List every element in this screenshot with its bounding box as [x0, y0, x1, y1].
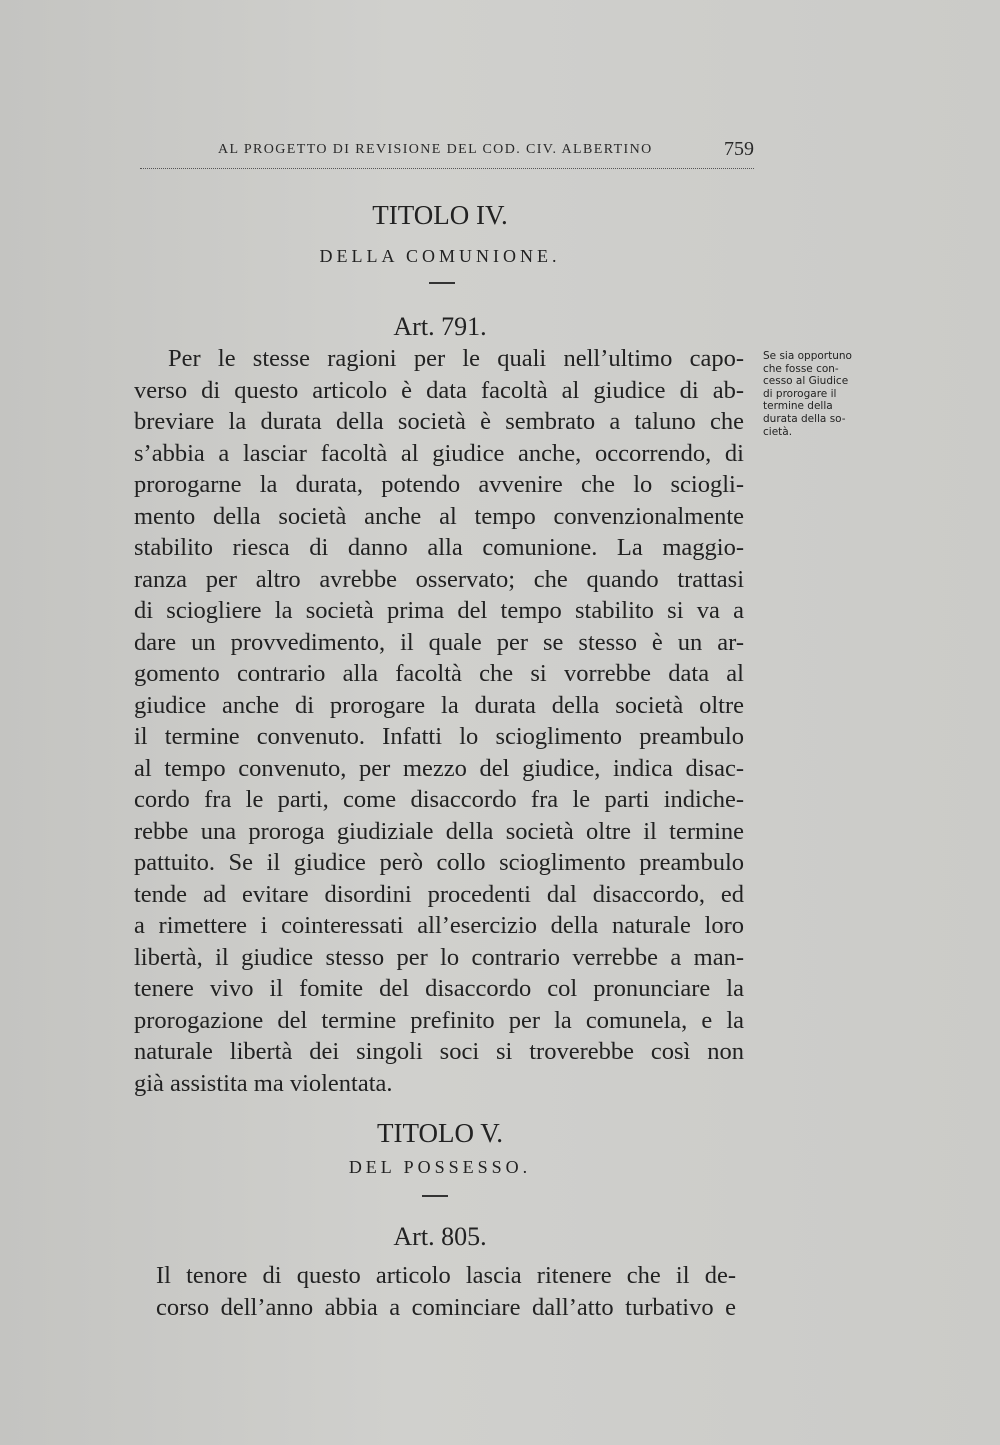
text-line: Per le stesse ragioni per le quali nell’ultimo capo-: [168, 345, 744, 372]
text-line: verso di questo articolo è data facoltà al giudice di ab-: [134, 376, 744, 404]
text-line: ranza per altro avrebbe osservato; che quando trattasi: [134, 565, 744, 593]
text-line: di sciogliere la società prima del tempo stabilito si va a: [134, 597, 744, 624]
section-title-v: TITOLO V.: [376, 1118, 503, 1148]
margin-note-line: durata della so-: [763, 412, 846, 425]
margin-note: [763, 350, 867, 438]
text-line: stabilito riesca di danno alla comunione. La maggio-: [134, 534, 744, 561]
text-line: gomento contrario alla facoltà che si vorrebbe data al: [134, 660, 744, 687]
text-line: naturale libertà dei singoli soci si troverebbe così non: [134, 1038, 744, 1065]
margin-note-line: cietà.: [763, 425, 793, 438]
section-title-iv: TITOLO IV.: [372, 200, 508, 230]
section-subtitle-comunione: DELLA COMUNIONE.: [319, 246, 561, 266]
text-line: dare un provvedimento, il quale per se stesso è un ar-: [134, 628, 744, 656]
article-heading-805: Art. 805.: [393, 1222, 487, 1251]
section-subtitle-possesso: DEL POSSESSO.: [348, 1157, 532, 1177]
margin-note-line: che fosse con-: [763, 362, 839, 375]
text-line: prorogazione del termine prefinito per la comunela, e la: [134, 1006, 744, 1034]
article-791-text: [134, 343, 744, 1099]
text-line: s’abbia a lasciar facoltà al giudice anche, occorrendo, di: [134, 439, 744, 467]
text-line: rebbe una proroga giudiziale della società oltre il termine: [134, 817, 744, 845]
page-number: 759: [724, 138, 754, 160]
text-line: breviare la durata della società è sembrato a taluno che: [134, 408, 744, 435]
margin-note-line: cesso al Giudice: [763, 375, 849, 388]
running-title: AL PROGETTO DI REVISIONE DEL COD. CIV. ALBERTINO: [218, 142, 653, 157]
text-line: prorogarne la durata, potendo avvenire che lo sciogli-: [134, 471, 744, 498]
article-heading-791: Art. 791.: [393, 312, 487, 341]
text-line: tenere vivo il fomite del disaccordo col pronunciare la: [134, 975, 744, 1002]
margin-note-line: di prorogare il: [763, 387, 837, 400]
divider-rule: [422, 1195, 448, 1197]
text-line: tende ad evitare disordini procedenti dal disaccordo, ed: [134, 880, 744, 908]
text-line: cordo fra le parti, come disaccordo fra le parti indiche-: [134, 786, 744, 813]
text-line: corso dell’anno abbia a cominciare dall’atto turbativo e: [156, 1293, 736, 1321]
text-line: a rimettere i cointeressati all’esercizio della naturale loro: [134, 912, 744, 939]
text-line: giudice anche di prorogare la durata della società oltre: [134, 691, 744, 719]
text-line: Il tenore di questo articolo lascia ritenere che il de-: [156, 1262, 736, 1289]
text-line: già assistita ma violentata.: [134, 1069, 393, 1097]
text-line: al tempo convenuto, per mezzo del giudice, indica disac-: [134, 754, 744, 782]
text-line: pattuito. Se il giudice però collo scioglimento preambulo: [134, 849, 744, 876]
margin-note-line: Se sia opportuno: [763, 350, 852, 362]
text-line: il termine convenuto. Infatti lo scioglimento preambulo: [134, 723, 744, 750]
margin-note-line: termine della: [763, 400, 833, 413]
text-line: libertà, il giudice stesso per lo contrario verrebbe a man-: [134, 943, 744, 971]
running-header: [140, 138, 754, 169]
article-805-text: [156, 1260, 736, 1323]
text-line: mento della società anche al tempo convenzionalmente: [134, 502, 744, 530]
divider-rule: [429, 282, 455, 284]
